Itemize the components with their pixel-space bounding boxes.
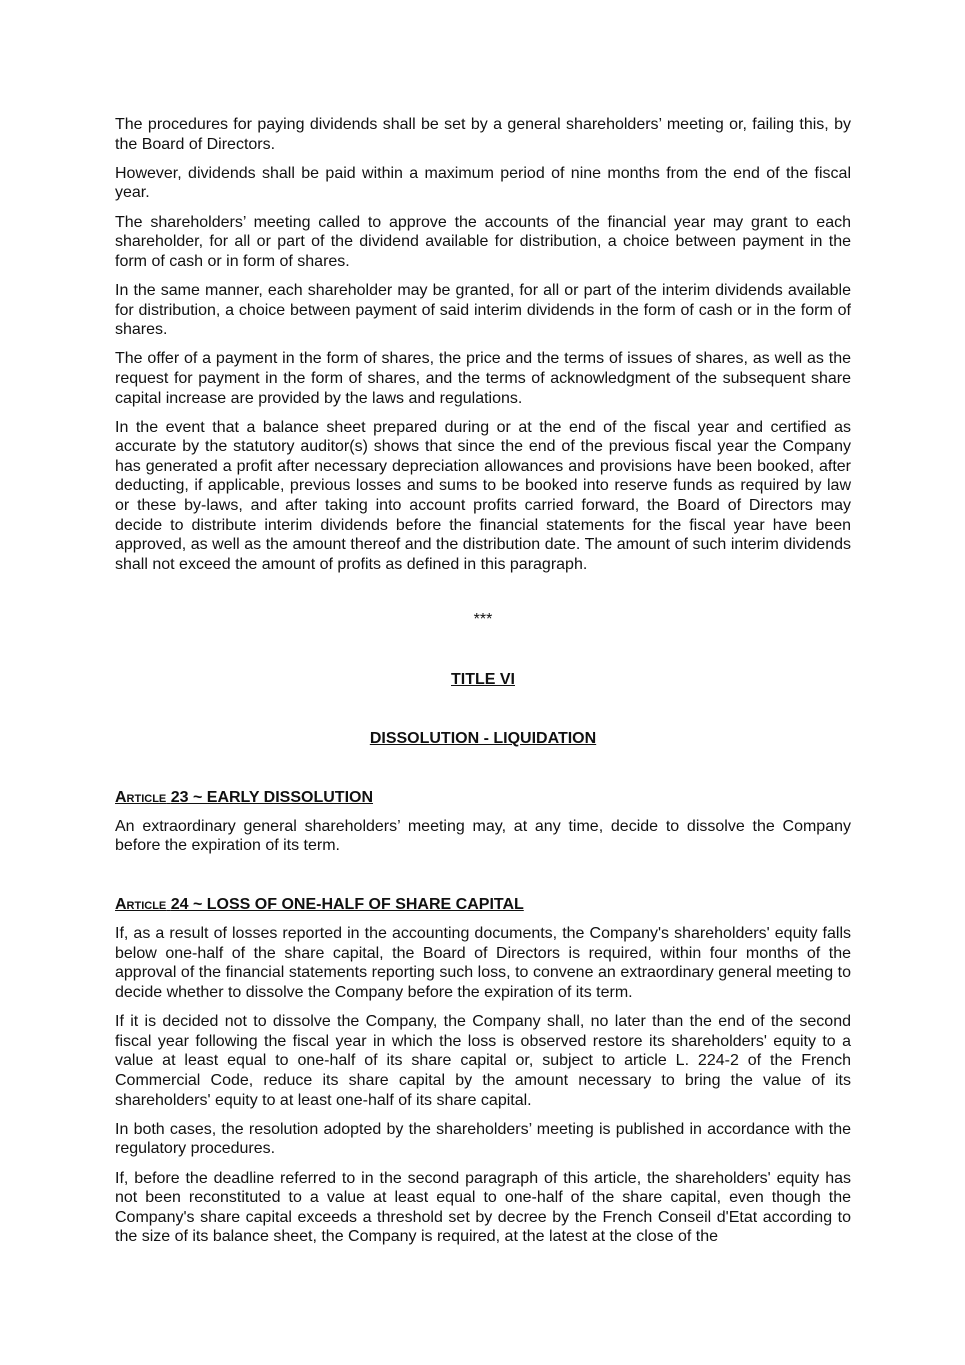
section-separator: *** [473, 611, 493, 629]
paragraph-interim-choice: In the same manner, each shareholder may be granted, for all or part of the interim dividends available for distribution, a choice between payment of said interim dividends in the form of cash or in the form of shares. [115, 281, 851, 339]
article-24-paragraph-3: In both cases, the resolution adopted by the shareholders’ meeting is published in accordance with the regulatory procedures. [115, 1120, 851, 1158]
article-23-paragraph: An extraordinary general shareholders’ meeting may, at any time, decide to dissolve the Company before the expiration of its term. [115, 817, 851, 855]
paragraph-dividend-procedures: The procedures for paying dividends shall be set by a general shareholders’ meeting or, failing this, by the Board of Directors. [115, 116, 851, 153]
article-24-paragraph-4: If, before the deadline referred to in the second paragraph of this article, the shareholders' equity has not been reconstituted to a value at least equal to one-half of the share capital, even though the Company's share capital exceeds a threshold set by decree by the French Conseil d'Etat according to the size of its balance sheet, the Company is required, at the latest at the close of the [115, 1169, 851, 1246]
title-heading: TITLE VI [451, 671, 515, 689]
paragraph-dividend-choice: The shareholders’ meeting called to approve the accounts of the financial year may grant to each shareholder, for all or part of the dividend available for distribution, a choice between payment in the form of cash or in form of shares. [115, 213, 851, 270]
paragraph-share-offer: The offer of a payment in the form of shares, the price and the terms of issues of shares, as well as the request for payment in the form of shares, and the terms of acknowledgment of the subsequent share capital increase are provided by the laws and regulations. [115, 350, 851, 407]
article-24-paragraph-2: If it is decided not to dissolve the Company, the Company shall, no later than the end of the second fiscal year following the fiscal year in which the loss is observed restore its shareholders' equity to a value at least equal to one-half of its share capital or, subject to article L. 224-2 of the French Commercial Code, reduce its share capital by the amount necessary to bring the value of its shareholders' equity to at least one-half of its share capital. [115, 1013, 851, 1109]
article-24-paragraph-1: If, as a result of losses reported in the accounting documents, the Company's shareholders' equity falls below one-half of the share capital, the Board of Directors is required, within four months of the approval of the financial statements reporting such loss, to convene an extraordinary general meeting to decide whether to dissolve the Company before the expiration of its term. [115, 925, 851, 1001]
article-24-prefix: Article [115, 896, 167, 913]
document-page [115, 115, 851, 1256]
article-24-title: 24 ~ LOSS OF ONE-HALF OF SHARE CAPITAL [170, 896, 524, 913]
title-subheading: DISSOLUTION - LIQUIDATION [369, 730, 597, 748]
article-23-title: 23 ~ EARLY DISSOLUTION [170, 788, 374, 806]
paragraph-dividend-deadline: However, dividends shall be paid within a maximum period of nine months from the end of the fiscal year. [115, 164, 851, 202]
article-24-heading [115, 895, 851, 915]
article-23-prefix: Article [115, 788, 167, 806]
paragraph-interim-dividends: In the event that a balance sheet prepared during or at the end of the fiscal year and certified as accurate by the statutory auditor(s) shows that since the end of the previous fiscal year the Company has generated a profit after necessary depreciation allowances and provisions have been booked, after deducting, if applicable, previous losses and sums to be booked into reserve funds as required by law or these by-laws, and after taking into account profits carried forward, the Board of Directors may decide to distribute interim dividends before the financial statements for the fiscal year have been approved, as well as the amount thereof and the distribution date. The amount of such interim dividends shall not exceed the amount of profits as defined in this paragraph. [115, 418, 851, 573]
article-23-heading [115, 788, 851, 808]
